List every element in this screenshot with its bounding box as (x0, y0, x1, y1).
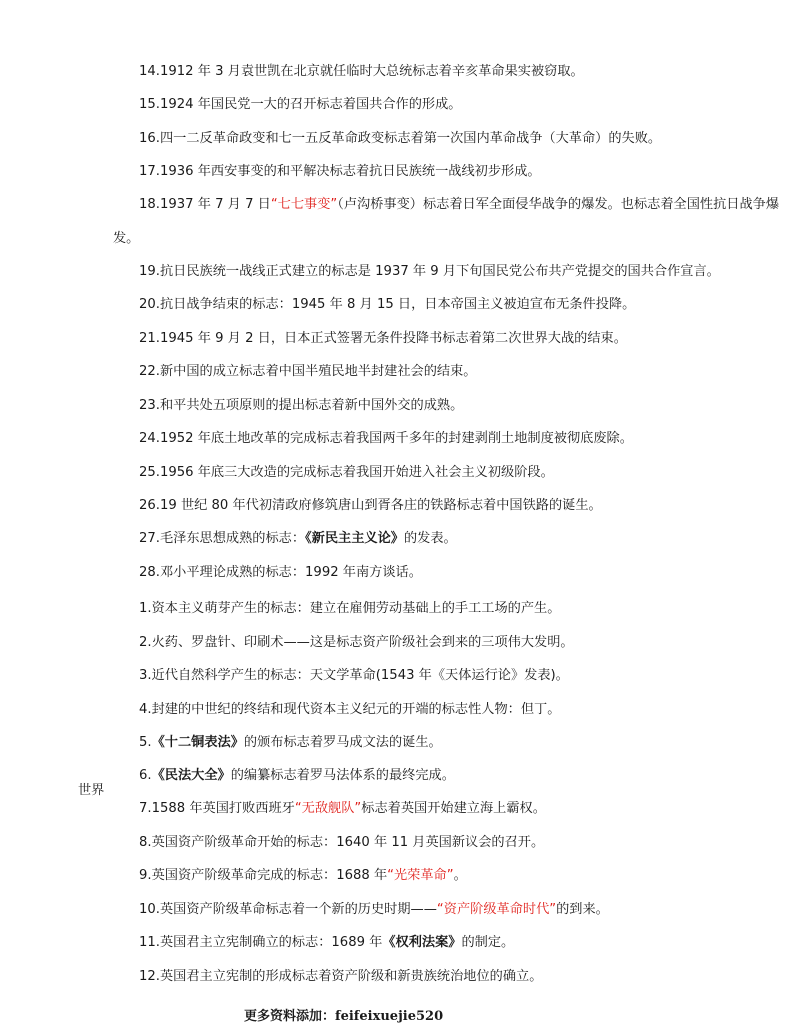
text-segment: 7.1588 年英国打败西班牙 (139, 801, 295, 816)
text-line-w3 (139, 667, 569, 685)
text-line-w12 (139, 968, 542, 986)
text-segment: 6. (139, 768, 152, 783)
text-segment: 的颁布标志着罗马成文法的诞生。 (243, 735, 442, 750)
text-line-l22 (139, 363, 476, 381)
text-line-l19 (139, 263, 720, 281)
text-line-w6 (139, 767, 455, 785)
text-line-l14 (139, 63, 584, 81)
text-segment: 16.四一二反革命政变和七一五反革命政变标志着第一次国内革命战争（大革命）的失败。 (139, 131, 662, 146)
text-segment: 14.1912 年 3 月袁世凯在北京就任临时大总统标志着辛亥革命果实被窃取。 (139, 64, 584, 79)
text-line-l27 (139, 530, 457, 548)
text-segment: 24.1952 年底土地改革的完成标志着我国两千多年的封建剥削土地制度被彻底废除。 (139, 431, 633, 446)
text-line-l18 (139, 196, 779, 214)
text-line-w11 (139, 934, 514, 952)
text-segment: 的制定。 (461, 935, 515, 950)
text-segment: 4.封建的中世纪的终结和现代资本主义纪元的开端的标志性人物：但丁。 (139, 702, 561, 717)
text-line-l25 (139, 464, 554, 482)
text-segment: 的编纂标志着罗马法体系的最终完成。 (230, 768, 455, 783)
text-line-w8 (139, 834, 544, 852)
text-segment: 26.19 世纪 80 年代初清政府修筑唐山到胥各庄的铁路标志着中国铁路的诞生。 (139, 498, 602, 513)
text-segment: 《权利法案》 (382, 935, 462, 950)
text-line-l26 (139, 497, 602, 515)
text-line-l16 (139, 130, 661, 148)
text-line-w10 (139, 901, 609, 919)
text-line-l17 (139, 163, 541, 181)
text-line-l28 (139, 564, 422, 582)
text-segment: 10.英国资产阶级革命标志着一个新的历史时期—— (139, 902, 437, 917)
text-segment: 15.1924 年国民党一大的召开标志着国共合作的形成。 (139, 97, 462, 112)
text-segment: “资产阶级革命时代” (436, 902, 557, 917)
text-segment: （卢沟桥事变）标志着日军全面侵华战争的爆发。也标志着全国性抗日战争爆 (337, 197, 780, 212)
section-label-world: 世界 (78, 783, 105, 798)
text-segment: 《新民主主义论》 (305, 531, 404, 546)
text-segment: 9.英国资产阶级革命完成的标志：1688 年 (139, 868, 388, 883)
text-line-l24 (139, 430, 633, 448)
text-line-w5 (139, 734, 442, 752)
text-segment: 的发表。 (403, 531, 457, 546)
text-segment: 25.1956 年底三大改造的完成标志着我国开始进入社会主义初级阶段。 (139, 465, 554, 480)
text-segment: 3.近代自然科学产生的标志：天文学革命(1543 年《天体运行论》发表)。 (139, 668, 569, 683)
text-segment: 21.1945 年 9 月 2 日，日本正式签署无条件投降书标志着第二次世界大战的结束。 (139, 331, 627, 346)
text-segment: 12.英国君主立宪制的形成标志着资产阶级和新贵族统治地位的确立。 (139, 969, 543, 984)
text-segment: 27.毛泽东思想成熟的标志： (139, 531, 306, 546)
text-line-w1 (139, 600, 560, 618)
text-segment: 《十二铜表法》 (151, 735, 244, 750)
text-segment: “无敌舰队” (294, 801, 362, 816)
text-segment: 22.新中国的成立标志着中国半殖民地半封建社会的结束。 (139, 364, 477, 379)
text-line-l21 (139, 330, 627, 348)
text-segment: 20.抗日战争结束的标志：1945 年 8 月 15 日，日本帝国主义被迫宣布无条件投降。 (139, 297, 636, 312)
footer-note: 更多资料添加：feifeixuejie520 (244, 1009, 444, 1024)
text-segment: 11.英国君主立宪制确立的标志：1689 年 (139, 935, 383, 950)
text-segment: 的到来。 (556, 902, 609, 917)
text-line-l23 (139, 397, 463, 415)
text-line-w7 (139, 800, 546, 818)
text-segment: 23.和平共处五项原则的提出标志着新中国外交的成熟。 (139, 398, 464, 413)
text-segment: 5. (139, 735, 152, 750)
text-segment: 2.火药、罗盘针、印刷术——这是标志资产阶级社会到来的三项伟大发明。 (139, 635, 574, 650)
text-segment: “光荣革命” (387, 868, 454, 883)
text-line-w2 (139, 634, 574, 652)
text-line-w9 (139, 867, 467, 885)
text-segment: 《民法大全》 (151, 768, 231, 783)
text-line-w4 (139, 701, 560, 719)
text-segment: “七七事变” (270, 197, 338, 212)
text-line-l18b (113, 230, 139, 248)
text-segment: 。 (453, 868, 467, 883)
text-segment: 19.抗日民族统一战线正式建立的标志是 1937 年 9 月下旬国民党公布共产党提交的国共合作宣言。 (139, 264, 720, 279)
text-segment: 28.邓小平理论成熟的标志：1992 年南方谈话。 (139, 565, 422, 580)
text-line-l20 (139, 296, 635, 314)
text-segment: 发。 (113, 231, 140, 246)
text-line-l15 (139, 96, 461, 114)
text-segment: 1.资本主义萌芽产生的标志：建立在雇佣劳动基础上的手工工场的产生。 (139, 601, 561, 616)
text-segment: 8.英国资产阶级革命开始的标志：1640 年 11 月英国新议会的召开。 (139, 835, 545, 850)
text-segment: 17.1936 年西安事变的和平解决标志着抗日民族统一战线初步形成。 (139, 164, 541, 179)
text-segment: 标志着英国开始建立海上霸权。 (361, 801, 546, 816)
text-segment: 18.1937 年 7 月 7 日 (139, 197, 271, 212)
